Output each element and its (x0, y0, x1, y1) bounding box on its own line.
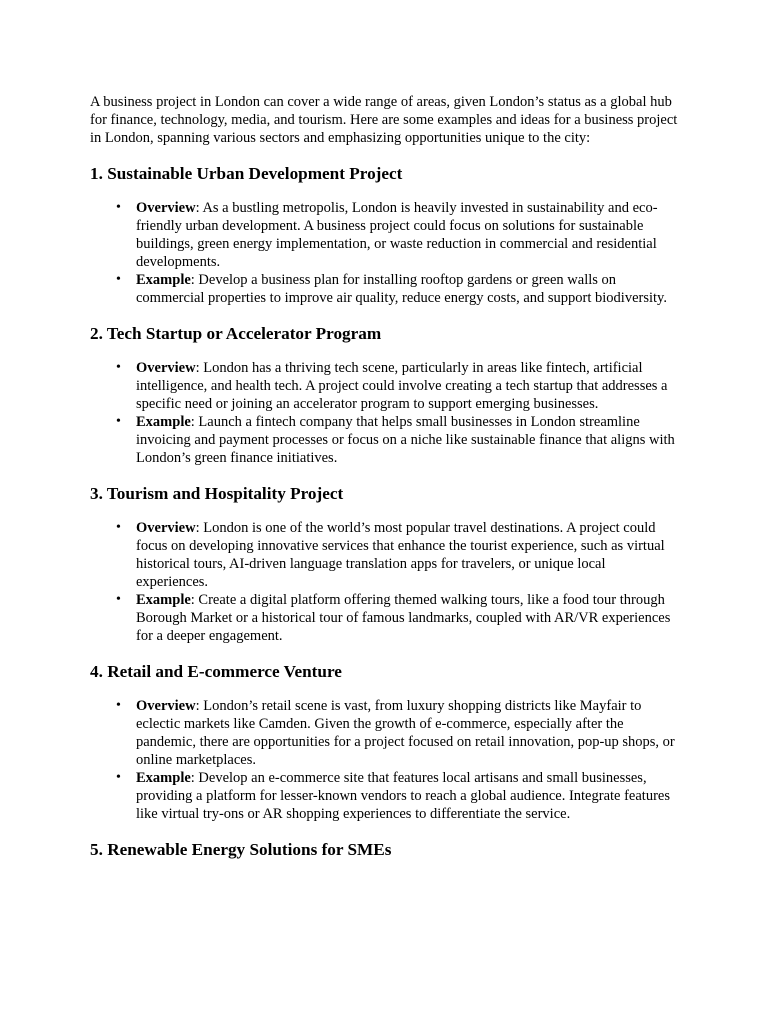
bullet-text: : Develop a business plan for installing rooftop gardens or green walls on commercial properties to improve air quality, reduce energy costs, and support biodiversity. (136, 272, 667, 306)
bullet-icon: • (116, 360, 121, 375)
list-item (90, 769, 680, 823)
section-heading: 4. Retail and E-commerce Venture (90, 662, 342, 681)
bullet-text: : London is one of the world’s most popular travel destinations. A project could focus on developing innovative services that enhance the tourist experience, such as virtual historical tours, AI-driven language translation apps for travelers, or unique local experiences. (136, 520, 665, 590)
bullet-list (90, 359, 680, 467)
section-heading: 5. Renewable Energy Solutions for SMEs (90, 840, 392, 859)
bullet-list (90, 697, 680, 823)
list-item (90, 591, 680, 645)
bullet-term: Overview (136, 360, 196, 376)
bullet-text: : As a bustling metropolis, London is heavily invested in sustainability and eco-friendly urban development. A business project could focus on solutions for sustainable buildings, green energy implementation, or waste reduction in commercial and residential developments. (136, 200, 658, 270)
bullet-term: Overview (136, 200, 196, 216)
bullet-term: Example (136, 272, 191, 288)
bullet-text: : Develop an e-commerce site that features local artisans and small businesses, providing a platform for lesser-known vendors to reach a global audience. Integrate features like virtual try-ons or AR shopping experiences to differentiate the service. (136, 770, 670, 822)
section-heading: 3. Tourism and Hospitality Project (90, 484, 344, 503)
list-item (90, 199, 680, 271)
bullet-term: Example (136, 414, 191, 430)
bullet-icon: • (116, 770, 121, 785)
bullet-text: : Create a digital platform offering themed walking tours, like a food tour through Borough Market or a historical tour of famous landmarks, coupled with AR/VR experiences for a deeper engagement. (136, 592, 671, 644)
bullet-term: Overview (136, 520, 196, 536)
bullet-icon: • (116, 200, 121, 215)
list-item (90, 413, 680, 467)
list-item (90, 519, 680, 591)
bullet-text: : Launch a fintech company that helps small businesses in London streamline invoicing and payment processes or focus on a niche like sustainable finance that aligns with London’s green finance initiatives. (136, 414, 675, 466)
bullet-term: Overview (136, 698, 196, 714)
bullet-icon: • (116, 698, 121, 713)
bullet-icon: • (116, 520, 121, 535)
bullet-icon: • (116, 414, 121, 429)
bullet-icon: • (116, 272, 121, 287)
bullet-text: : London has a thriving tech scene, particularly in areas like fintech, artificial intelligence, and health tech. A project could involve creating a tech startup that addresses a specific need or joining an accelerator program to support emerging businesses. (136, 360, 668, 412)
intro-paragraph: A business project in London can cover a wide range of areas, given London’s status as a global hub for finance, technology, media, and tourism. Here are some examples and ideas for a business project in London, spanning various sectors and emphasizing opportunities unique to the city: (90, 94, 678, 146)
bullet-list (90, 519, 680, 645)
bullet-term: Example (136, 770, 191, 786)
bullet-icon: • (116, 592, 121, 607)
bullet-list (90, 199, 680, 307)
section-heading: 2. Tech Startup or Accelerator Program (90, 324, 382, 343)
bullet-text: : London’s retail scene is vast, from luxury shopping districts like Mayfair to eclectic markets like Camden. Given the growth of e-commerce, especially after the pandemic, there are opportunities for a project focused on retail innovation, pop-up shops, or online marketplaces. (136, 698, 675, 768)
list-item (90, 359, 680, 413)
section-heading: 1. Sustainable Urban Development Project (90, 164, 403, 183)
list-item (90, 271, 680, 307)
bullet-term: Example (136, 592, 191, 608)
list-item (90, 697, 680, 769)
